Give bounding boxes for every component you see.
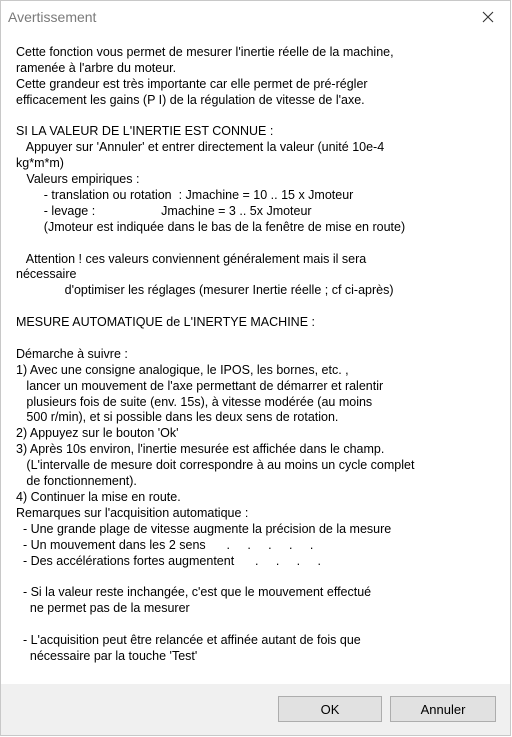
message-line: - Une grande plage de vitesse augmente la précision de la mesure xyxy=(16,521,392,536)
message-line: plusieurs fois de suite (env. 15s), à vitesse modérée (au moins xyxy=(16,394,373,409)
close-button[interactable] xyxy=(466,1,510,32)
dialog-title: Avertissement xyxy=(8,9,97,25)
message-line: SI LA VALEUR DE L'INERTIE EST CONNUE : xyxy=(16,124,274,139)
message-line: ramenée à l'arbre du moteur. xyxy=(16,60,177,75)
message-line: lancer un mouvement de l'axe permettant de démarrer et ralentir xyxy=(16,378,384,393)
message-line: - levage : Jmachine = 3 .. 5x Jmoteur xyxy=(16,203,312,218)
message-line: - Un mouvement dans les 2 sens . . . . . xyxy=(16,537,314,552)
message-line: Remarques sur l'acquisition automatique : xyxy=(16,505,249,520)
message-line: d'optimiser les réglages (mesurer Inertie réelle ; cf ci-après) xyxy=(16,283,394,298)
message-line: kg*m*m) xyxy=(16,156,64,171)
message-line: Cette grandeur est très importante car elle permet de pré-régler xyxy=(16,76,368,91)
message-line: (Jmoteur est indiquée dans le bas de la fenêtre de mise en route) xyxy=(16,219,406,234)
title-bar xyxy=(1,1,510,32)
message-line xyxy=(16,299,504,315)
message-line xyxy=(16,569,504,585)
message-text xyxy=(16,45,504,665)
message-line: Démarche à suivre : xyxy=(16,346,128,361)
message-line: - L'acquisition peut être relancée et affinée autant de fois que xyxy=(16,632,361,647)
message-line: - Des accélérations fortes augmentent . . . . xyxy=(16,553,321,568)
message-line: efficacement les gains (P I) de la régulation de vitesse de l'axe. xyxy=(16,92,365,107)
ok-button[interactable]: OK xyxy=(278,696,382,722)
message-line: Appuyer sur 'Annuler' et entrer directement la valeur (unité 10e-4 xyxy=(16,140,385,155)
message-line: 2) Appuyez sur le bouton 'Ok' xyxy=(16,426,179,441)
message-line: Cette fonction vous permet de mesurer l'inertie réelle de la machine, xyxy=(16,45,394,59)
message-line xyxy=(16,109,504,125)
message-line: de fonctionnement). xyxy=(16,474,137,489)
message-line: nécessaire par la touche 'Test' xyxy=(16,648,198,663)
message-line xyxy=(16,617,504,633)
message-line: ne permet pas de la mesurer xyxy=(16,601,190,616)
button-bar xyxy=(1,684,510,735)
message-line xyxy=(16,331,504,347)
message-line: 3) Après 10s environ, l'inertie mesurée est affichée dans le champ. xyxy=(16,442,385,457)
cancel-button[interactable]: Annuler xyxy=(390,696,496,722)
message-line: (L'intervalle de mesure doit correspondre à au moins un cycle complet xyxy=(16,458,415,473)
message-line: nécessaire xyxy=(16,267,77,282)
message-line: - translation ou rotation : Jmachine = 10 .. 15 x Jmoteur xyxy=(16,188,354,203)
message-line: - Si la valeur reste inchangée, c'est que le mouvement effectué xyxy=(16,585,372,600)
message-line: Valeurs empiriques : xyxy=(16,172,140,187)
message-line: 500 r/min), et si possible dans les deux sens de rotation. xyxy=(16,410,339,425)
message-line xyxy=(16,236,504,252)
message-line: MESURE AUTOMATIQUE de L'INERTYE MACHINE : xyxy=(16,315,315,330)
message-line: Attention ! ces valeurs conviennent généralement mais il sera xyxy=(16,251,367,266)
message-line: 4) Continuer la mise en route. xyxy=(16,489,181,504)
close-icon xyxy=(482,11,494,23)
message-line: 1) Avec une consigne analogique, le IPOS, les bornes, etc. , xyxy=(16,362,349,377)
